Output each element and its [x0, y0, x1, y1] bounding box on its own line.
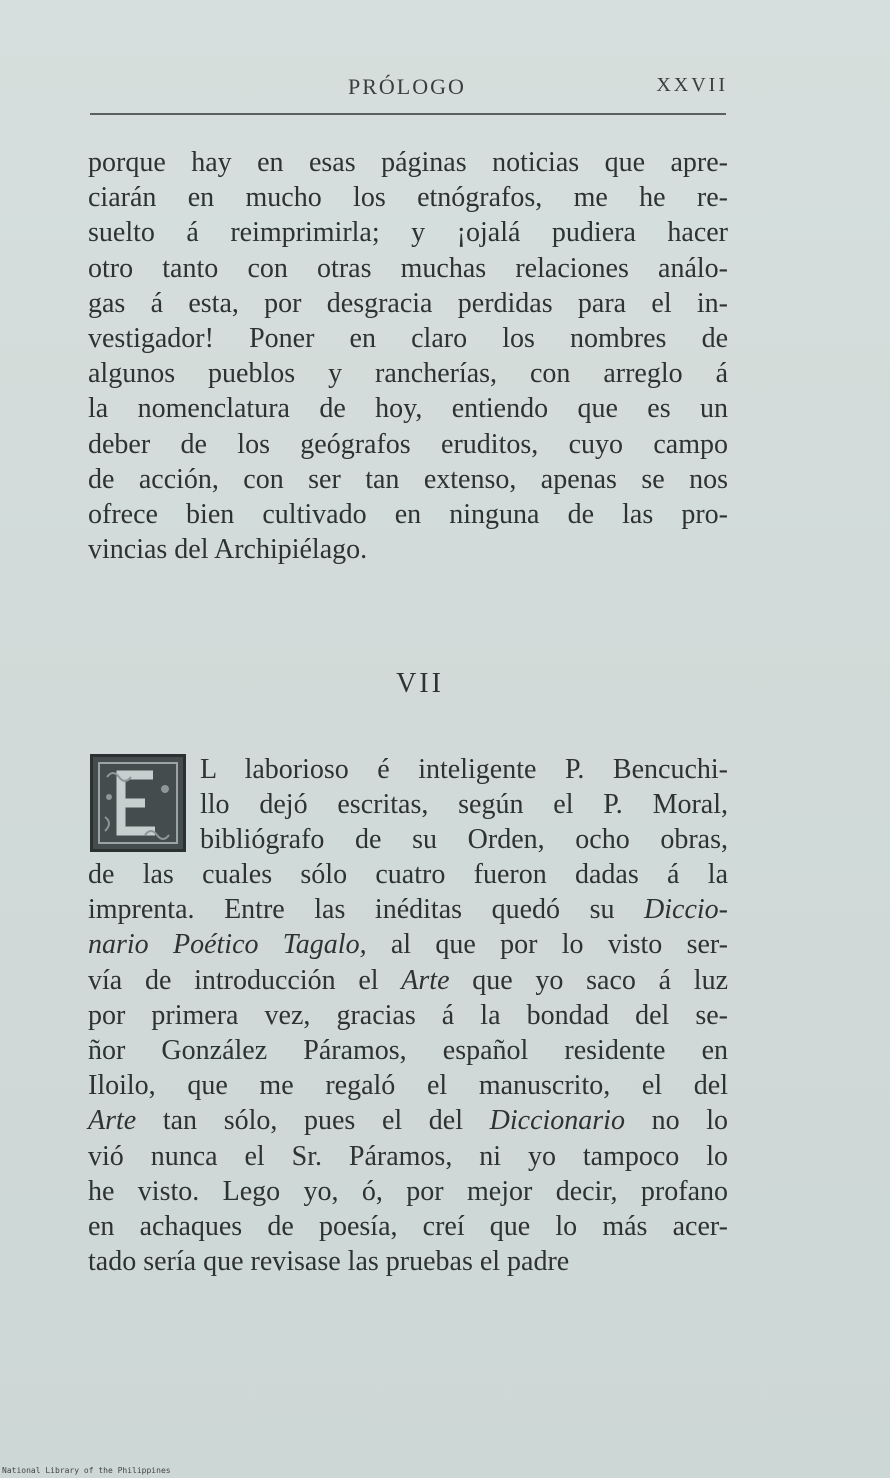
ornamental-e-icon — [93, 757, 183, 849]
text-span: vió nunca el Sr. Páramos, ni yo tampoco lo — [88, 1140, 728, 1172]
paragraph-1 — [88, 145, 728, 567]
text-span: por primera vez, gracias á la bondad del se- — [88, 999, 728, 1031]
text-line — [88, 857, 728, 892]
text-span: imprenta. Entre las inéditas quedó su — [88, 894, 645, 926]
text-line — [88, 1209, 728, 1244]
paragraph-2 — [88, 857, 728, 1279]
text-line — [88, 1033, 728, 1068]
text-line: de acción, con ser tan extenso, apenas se nos — [88, 463, 728, 495]
text-line: bibliógrafo de su Orden, ocho obras, — [200, 824, 728, 856]
text-line: L laborioso é inteligente P. Bencuchi- — [200, 754, 728, 785]
header-rule — [90, 113, 726, 115]
text-span: he visto. Lego yo, ó, por mejor decir, profano — [88, 1175, 728, 1207]
italic-text: Arte — [401, 964, 450, 996]
text-line — [88, 927, 728, 962]
text-line: algunos pueblos y rancherías, con arreglo á — [88, 358, 728, 390]
text-span: no lo — [624, 1105, 728, 1137]
text-line: porque hay en esas páginas noticias que apre- — [88, 147, 728, 178]
text-span: tan sólo, pues el del — [136, 1105, 490, 1137]
page-number: XXVII — [656, 74, 728, 96]
running-title: PRÓLOGO — [348, 74, 466, 99]
text-span: vía de introducción el — [88, 964, 402, 996]
text-line: deber de los geógrafos eruditos, cuyo campo — [88, 428, 728, 460]
text-line — [88, 1103, 728, 1138]
text-line: la nomenclatura de hoy, entiendo que es un — [88, 393, 728, 425]
text-line — [88, 963, 728, 998]
italic-text: nario Poético Tagalo, — [88, 929, 367, 961]
text-line: ciarán en mucho los etnógrafos, me he re- — [88, 182, 728, 214]
text-line — [88, 1068, 728, 1103]
text-line — [88, 998, 728, 1033]
text-line: otro tanto con otras muchas relaciones análo- — [88, 252, 728, 284]
text-line — [88, 892, 728, 927]
text-span: en achaques de poesía, creí que lo más acer- — [88, 1210, 728, 1242]
italic-text: Arte — [88, 1105, 137, 1137]
text-line: vestigador! Poner en claro los nombres de — [88, 322, 728, 354]
drop-cap-ornament — [90, 754, 186, 852]
text-line: ofrece bien cultivado en ninguna de las pro- — [88, 498, 728, 530]
text-line — [88, 1174, 728, 1209]
section-number: VII — [396, 668, 444, 699]
text-line: suelto á reimprimirla; y ¡ojalá pudiera hacer — [88, 217, 728, 249]
text-line — [88, 1139, 728, 1174]
text-span: tado sería que revisase las pruebas el padre — [88, 1246, 570, 1278]
text-span: ñor González Páramos, español residente en — [88, 1034, 728, 1066]
library-credit: National Library of the Philippines — [2, 1466, 171, 1475]
running-header — [90, 74, 728, 104]
text-line: vincias del Archipiélago. — [88, 534, 368, 566]
text-span: al que por lo visto ser- — [366, 929, 728, 961]
text-line: llo dejó escritas, según el P. Moral, — [200, 789, 728, 821]
italic-text: Diccio- — [644, 894, 728, 926]
italic-text: Diccionario — [489, 1105, 625, 1137]
paragraph-2-indented — [200, 752, 728, 858]
text-span: que yo saco á luz — [449, 964, 728, 996]
text-line: gas á esta, por desgracia perdidas para el in- — [88, 287, 728, 319]
text-span: de las cuales sólo cuatro fueron dadas á la — [88, 859, 728, 890]
text-span: Iloilo, que me regaló el manuscrito, el del — [88, 1070, 728, 1102]
text-line — [88, 1244, 728, 1279]
